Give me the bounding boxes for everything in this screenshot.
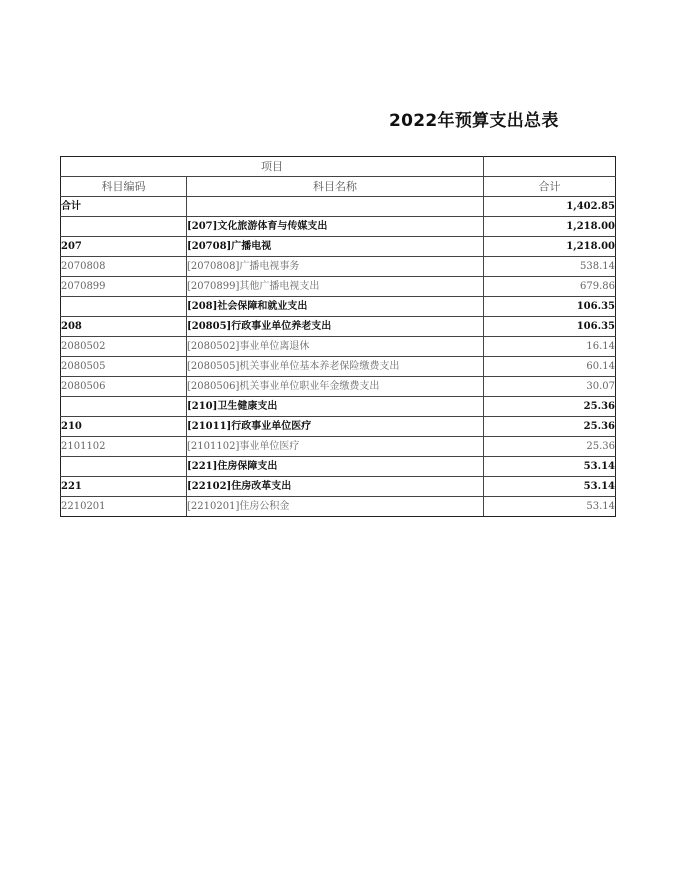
page-title: 2022年预算支出总表: [389, 111, 559, 131]
value-cell: 106.35: [484, 297, 616, 317]
name-cell: [221]住房保障支出: [187, 457, 484, 477]
name-cell: [2070808]广播电视事务: [187, 257, 484, 277]
code-cell: 2080505: [61, 357, 187, 377]
table-row: [61, 397, 616, 417]
header-total-cell: 合计: [484, 177, 616, 197]
header-name-cell: 科目名称: [187, 177, 484, 197]
name-cell: [2070899]其他广播电视支出: [187, 277, 484, 297]
value-cell: 1,218.00: [484, 217, 616, 237]
table-row: [61, 477, 616, 497]
value-cell: 538.14: [484, 257, 616, 277]
value-cell: 679.86: [484, 277, 616, 297]
table-row: [61, 457, 616, 477]
table-row: [61, 417, 616, 437]
header-group-cell: 项目: [61, 157, 484, 177]
name-cell: [2080505]机关事业单位基本养老保险缴费支出: [187, 357, 484, 377]
value-cell: 106.35: [484, 317, 616, 337]
table-row: [61, 317, 616, 337]
name-cell: [2080502]事业单位离退休: [187, 337, 484, 357]
name-cell: [2080506]机关事业单位职业年金缴费支出: [187, 377, 484, 397]
table-row: [61, 237, 616, 257]
code-cell: 207: [61, 237, 187, 257]
table-row: [61, 277, 616, 297]
code-cell: [61, 217, 187, 237]
table-row: [61, 257, 616, 277]
total-label-cell: 合计: [61, 197, 187, 217]
total-row: [61, 197, 616, 217]
name-cell: [2210201]住房公积金: [187, 497, 484, 517]
table-row: [61, 297, 616, 317]
code-cell: [61, 457, 187, 477]
name-cell: [22102]住房改革支出: [187, 477, 484, 497]
value-cell: 53.14: [484, 497, 616, 517]
code-cell: 2210201: [61, 497, 187, 517]
value-cell: 30.07: [484, 377, 616, 397]
code-cell: 2101102: [61, 437, 187, 457]
name-cell: [207]文化旅游体育与传媒支出: [187, 217, 484, 237]
table-row: [61, 217, 616, 237]
value-cell: 53.14: [484, 477, 616, 497]
value-cell: 25.36: [484, 437, 616, 457]
code-cell: 2070808: [61, 257, 187, 277]
code-cell: [61, 297, 187, 317]
table-row: [61, 497, 616, 517]
header-blank-cell: [484, 157, 616, 177]
value-cell: 53.14: [484, 457, 616, 477]
code-cell: 221: [61, 477, 187, 497]
total-name-cell: [187, 197, 484, 217]
code-cell: 2070899: [61, 277, 187, 297]
name-cell: [2101102]事业单位医疗: [187, 437, 484, 457]
code-cell: 2080506: [61, 377, 187, 397]
name-cell: [208]社会保障和就业支出: [187, 297, 484, 317]
name-cell: [21011]行政事业单位医疗: [187, 417, 484, 437]
name-cell: [20708]广播电视: [187, 237, 484, 257]
header-code-cell: 科目编码: [61, 177, 187, 197]
code-cell: 208: [61, 317, 187, 337]
value-cell: 60.14: [484, 357, 616, 377]
code-cell: [61, 397, 187, 417]
name-cell: [210]卫生健康支出: [187, 397, 484, 417]
table-row: [61, 337, 616, 357]
budget-table: [60, 156, 616, 517]
table-row: [61, 357, 616, 377]
value-cell: 25.36: [484, 417, 616, 437]
value-cell: 1,218.00: [484, 237, 616, 257]
code-cell: 210: [61, 417, 187, 437]
code-cell: 2080502: [61, 337, 187, 357]
value-cell: 25.36: [484, 397, 616, 417]
name-cell: [20805]行政事业单位养老支出: [187, 317, 484, 337]
table-row: [61, 377, 616, 397]
total-value-cell: 1,402.85: [484, 197, 616, 217]
value-cell: 16.14: [484, 337, 616, 357]
header-row-group: [61, 157, 616, 177]
table-row: [61, 437, 616, 457]
header-row-columns: [61, 177, 616, 197]
